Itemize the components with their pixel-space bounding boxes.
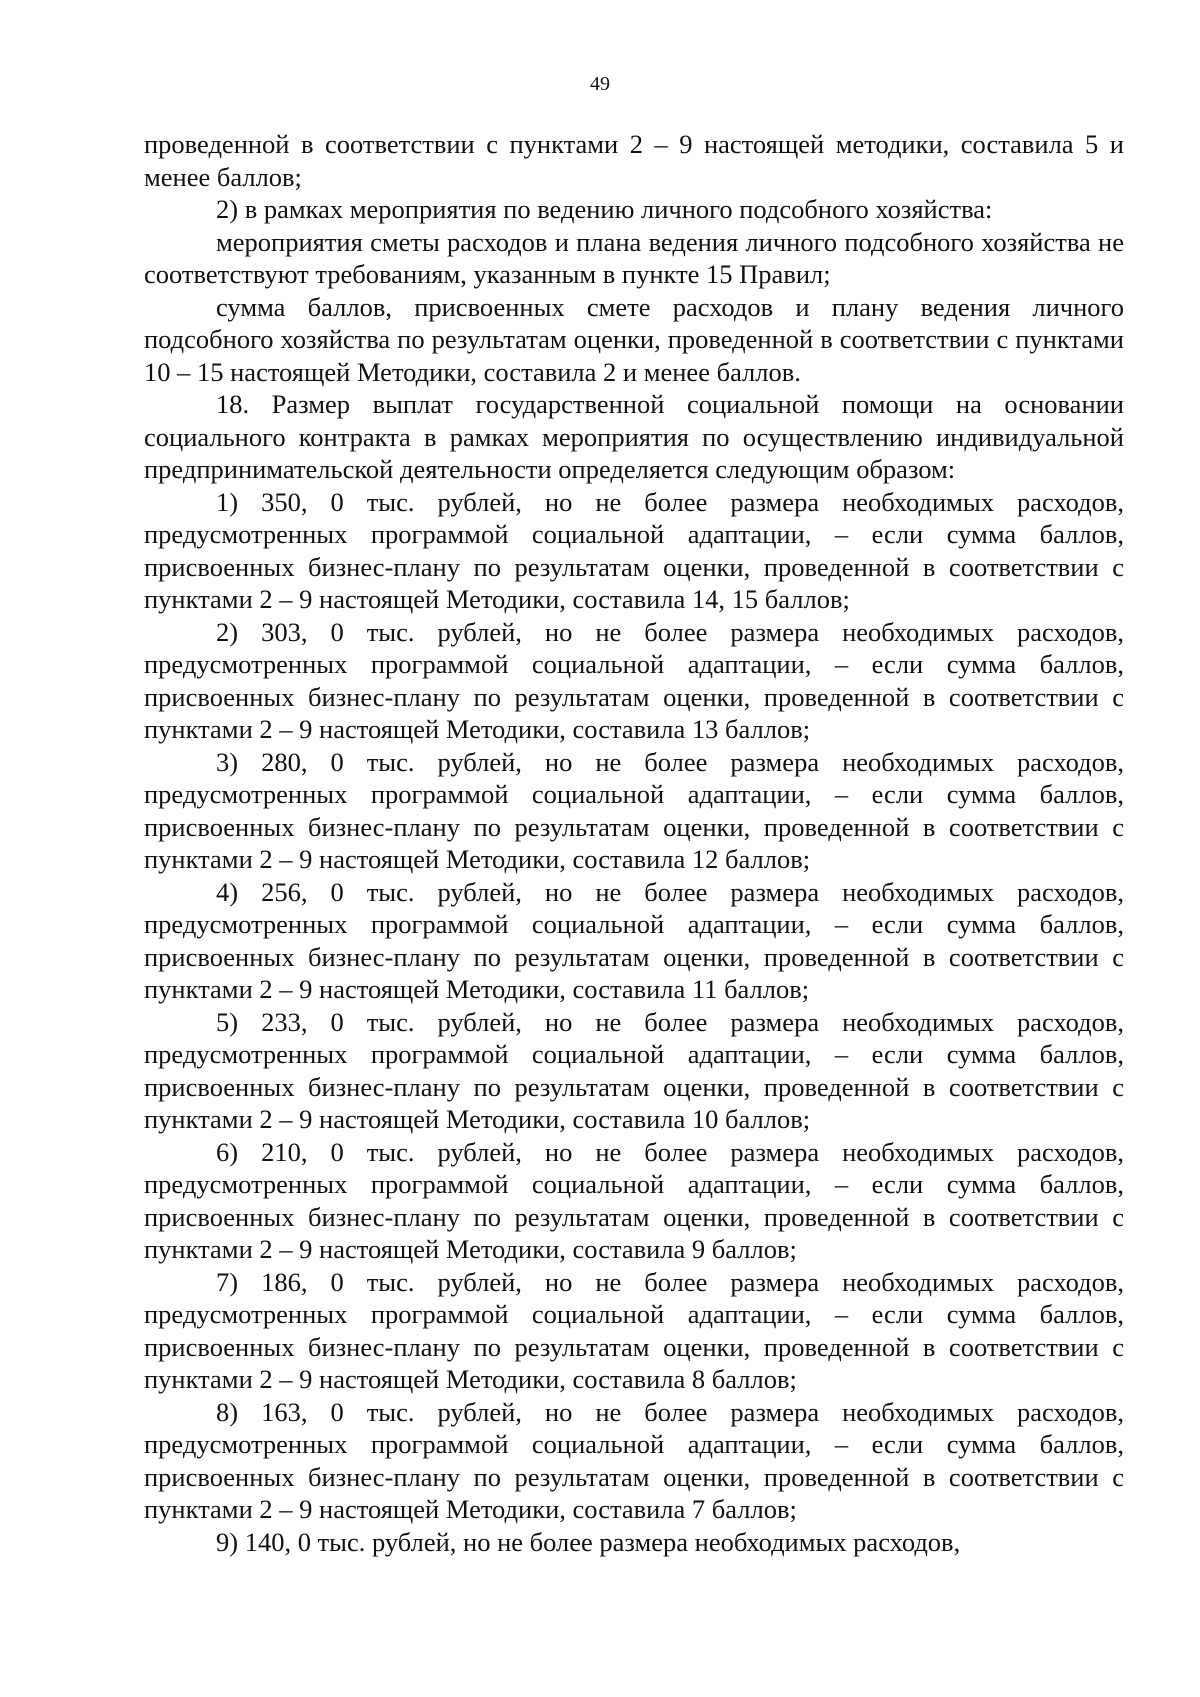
paragraph-payment-4: 4) 256, 0 тыс. рублей, но не более размера необходимых расходов, предусмотренных программой социальной адаптации, – если сумма баллов, присвоенных бизнес-плану по результатам оценки, проведенной в соответствии с пунктами 2 – 9 настоящей Методики, составила 11 баллов; (144, 876, 1124, 1004)
paragraph-payment-6: 6) 210, 0 тыс. рублей, но не более размера необходимых расходов, предусмотренных программой социальной адаптации, – если сумма баллов, присвоенных бизнес-плану по результатам оценки, проведенной в соответствии с пунктами 2 – 9 настоящей Методики, составила 9 баллов; (144, 1136, 1124, 1264)
paragraph-cost-estimate-mismatch: мероприятия сметы расходов и плана ведения личного подсобного хозяйства не соответствуют требованиям, указанным в пункте 15 Правил; (144, 226, 1124, 289)
paragraph-payment-8: 8) 163, 0 тыс. рублей, но не более размера необходимых расходов, предусмотренных программой социальной адаптации, – если сумма баллов, присвоенных бизнес-плану по результатам оценки, проведенной в соответствии с пунктами 2 – 9 настоящей Методики, составила 7 баллов; (144, 1396, 1124, 1524)
paragraph-continuation: проведенной в соответствии с пунктами 2 – 9 настоящей методики, составила 5 и менее баллов; (144, 129, 1124, 192)
paragraph-payment-1: 1) 350, 0 тыс. рублей, но не более размера необходимых расходов, предусмотренных программой социальной адаптации, – если сумма баллов, присвоенных бизнес-плану по результатам оценки, проведенной в соответствии с пунктами 2 – 9 настоящей Методики, составила 14, 15 баллов; (144, 486, 1124, 614)
paragraph-payment-9: 9) 140, 0 тыс. рублей, но не более размера необходимых расходов, (216, 1526, 961, 1557)
document-body (144, 128, 1124, 1558)
paragraph-payment-7: 7) 186, 0 тыс. рублей, но не более размера необходимых расходов, предусмотренных программой социальной адаптации, – если сумма баллов, присвоенных бизнес-плану по результатам оценки, проведенной в соответствии с пунктами 2 – 9 настоящей Методики, составила 8 баллов; (144, 1266, 1124, 1394)
paragraph-payment-2: 2) 303, 0 тыс. рублей, но не более размера необходимых расходов, предусмотренных программой социальной адаптации, – если сумма баллов, присвоенных бизнес-плану по результатам оценки, проведенной в соответствии с пунктами 2 – 9 настоящей Методики, составила 13 баллов; (144, 616, 1124, 744)
paragraph-item-2-household: 2) в рамках мероприятия по ведению личного подсобного хозяйства: (216, 194, 993, 224)
paragraph-score-sum-household: сумма баллов, присвоенных смете расходов и плану ведения личного подсобного хозяйства по результатам оценки, проведенной в соответствии с пунктами 10 – 15 настоящей Методики, составила 2 и менее баллов. (144, 291, 1124, 387)
paragraph-payment-5: 5) 233, 0 тыс. рублей, но не более размера необходимых расходов, предусмотренных программой социальной адаптации, – если сумма баллов, присвоенных бизнес-плану по результатам оценки, проведенной в соответствии с пунктами 2 – 9 настоящей Методики, составила 10 баллов; (144, 1006, 1124, 1134)
page-number: 49 (590, 73, 610, 95)
paragraph-payment-3: 3) 280, 0 тыс. рублей, но не более размера необходимых расходов, предусмотренных программой социальной адаптации, – если сумма баллов, присвоенных бизнес-плану по результатам оценки, проведенной в соответствии с пунктами 2 – 9 настоящей Методики, составила 12 баллов; (144, 746, 1124, 874)
paragraph-section-18: 18. Размер выплат государственной социальной помощи на основании социального контракта в рамках мероприятия по осуществлению индивидуальной предпринимательской деятельности определяется следующим образом: (144, 389, 1124, 484)
